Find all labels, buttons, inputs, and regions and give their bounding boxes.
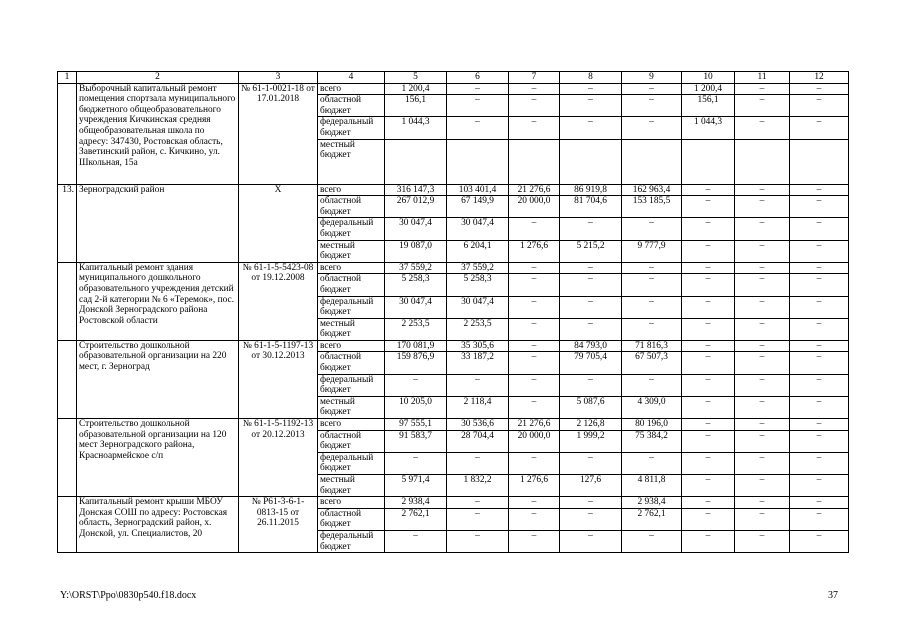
value-cell: 1 044,3 — [385, 117, 447, 139]
table-row — [58, 419, 849, 431]
value-cell: – — [790, 374, 849, 396]
value-cell: 127,6 — [560, 475, 622, 497]
value-cell: 103 401,4 — [447, 184, 509, 196]
budget-type: федеральный бюджет — [318, 530, 385, 552]
value-cell: – — [560, 318, 622, 340]
value-cell — [790, 139, 849, 184]
value-cell: 21 276,6 — [509, 184, 560, 196]
value-cell — [735, 139, 790, 184]
value-cell: – — [735, 184, 790, 196]
header-cell: 6 — [447, 72, 509, 84]
value-cell: 97 555,1 — [385, 419, 447, 431]
value-cell: – — [682, 240, 735, 262]
value-cell: – — [509, 452, 560, 474]
value-cell: – — [735, 340, 790, 352]
document-ref: № 61-1-0021-18 от 17.01.2018 — [239, 83, 318, 184]
value-cell: – — [622, 530, 682, 552]
value-cell: 1 200,4 — [385, 83, 447, 95]
value-cell: – — [560, 262, 622, 274]
value-cell: – — [682, 296, 735, 318]
header-cell: 11 — [735, 72, 790, 84]
value-cell: – — [682, 419, 735, 431]
value-cell: – — [735, 218, 790, 240]
value-cell: 316 147,3 — [385, 184, 447, 196]
value-cell: 30 536,6 — [447, 419, 509, 431]
value-cell: 37 559,2 — [447, 262, 509, 274]
value-cell: – — [790, 274, 849, 296]
value-cell: – — [790, 83, 849, 95]
value-cell: – — [560, 452, 622, 474]
budget-type: областной бюджет — [318, 508, 385, 530]
value-cell: 4 811,8 — [622, 475, 682, 497]
value-cell: – — [790, 452, 849, 474]
value-cell: – — [509, 274, 560, 296]
value-cell: – — [790, 419, 849, 431]
value-cell: – — [509, 508, 560, 530]
value-cell: – — [682, 340, 735, 352]
table-row — [58, 262, 849, 274]
value-cell: – — [447, 83, 509, 95]
value-cell: – — [682, 274, 735, 296]
value-cell: – — [790, 430, 849, 452]
value-cell: – — [622, 274, 682, 296]
value-cell: 5 258,3 — [385, 274, 447, 296]
budget-type: всего — [318, 262, 385, 274]
value-cell — [560, 139, 622, 184]
value-cell: 5 215,2 — [560, 240, 622, 262]
value-cell: – — [735, 452, 790, 474]
value-cell — [622, 139, 682, 184]
budget-type: областной бюджет — [318, 430, 385, 452]
object-name: Капитальный ремонт здания муниципального дошкольного образовательного учреждения детский сад 2-й категории № 6 «Теремок», пос. Донской Зерноградского района Ростовской области — [77, 262, 239, 340]
value-cell: – — [682, 475, 735, 497]
value-cell: 80 196,0 — [622, 419, 682, 431]
value-cell: 5 258,3 — [447, 274, 509, 296]
value-cell: 1 044,3 — [682, 117, 735, 139]
value-cell: – — [682, 318, 735, 340]
value-cell: 159 876,9 — [385, 352, 447, 374]
value-cell: – — [447, 497, 509, 509]
budget-type: местный бюджет — [318, 240, 385, 262]
value-cell: – — [622, 452, 682, 474]
value-cell: 81 704,6 — [560, 196, 622, 218]
value-cell: – — [735, 352, 790, 374]
value-cell: – — [622, 296, 682, 318]
value-cell: – — [682, 452, 735, 474]
value-cell: – — [509, 218, 560, 240]
budget-type: местный бюджет — [318, 475, 385, 497]
value-cell: – — [735, 419, 790, 431]
budget-type: всего — [318, 340, 385, 352]
value-cell: – — [790, 352, 849, 374]
value-cell: – — [509, 117, 560, 139]
document-ref: № 61-1-5-5423-08 от 19.12.2008 — [239, 262, 318, 340]
value-cell: – — [509, 83, 560, 95]
value-cell: – — [682, 218, 735, 240]
header-row — [58, 72, 849, 84]
value-cell: 2 253,5 — [385, 318, 447, 340]
value-cell: – — [735, 274, 790, 296]
budget-type: местный бюджет — [318, 318, 385, 340]
value-cell: – — [790, 318, 849, 340]
footer-file-path: Y:\ORST\Ppo\0830p540.f18.docx — [60, 590, 197, 601]
value-cell: 1 276,6 — [509, 240, 560, 262]
table-row — [58, 83, 849, 95]
value-cell: 71 816,3 — [622, 340, 682, 352]
value-cell: 33 187,2 — [447, 352, 509, 374]
value-cell: – — [735, 240, 790, 262]
value-cell: – — [682, 352, 735, 374]
budget-type: всего — [318, 184, 385, 196]
budget-type: областной бюджет — [318, 196, 385, 218]
value-cell: – — [509, 374, 560, 396]
value-cell: 67 507,3 — [622, 352, 682, 374]
value-cell: 30 047,4 — [447, 296, 509, 318]
value-cell: – — [790, 117, 849, 139]
value-cell: – — [790, 508, 849, 530]
value-cell — [385, 139, 447, 184]
value-cell: – — [560, 117, 622, 139]
value-cell: – — [682, 396, 735, 418]
value-cell: 79 705,4 — [560, 352, 622, 374]
value-cell: – — [622, 117, 682, 139]
value-cell: 75 384,2 — [622, 430, 682, 452]
value-cell: – — [622, 218, 682, 240]
value-cell: – — [682, 430, 735, 452]
value-cell: – — [560, 530, 622, 552]
value-cell: 6 204,1 — [447, 240, 509, 262]
table-row — [58, 497, 849, 509]
value-cell: 10 205,0 — [385, 396, 447, 418]
value-cell: – — [735, 83, 790, 95]
value-cell: – — [735, 262, 790, 274]
value-cell: 30 047,4 — [385, 296, 447, 318]
value-cell: 1 200,4 — [682, 83, 735, 95]
value-cell: – — [790, 475, 849, 497]
object-name: Строительство дошкольной образовательной организации на 220 мест, г. Зерноград — [77, 340, 239, 418]
budget-type: местный бюджет — [318, 139, 385, 184]
row-number — [58, 262, 77, 340]
value-cell — [682, 139, 735, 184]
value-cell: – — [735, 396, 790, 418]
budget-type: всего — [318, 419, 385, 431]
value-cell: 28 704,4 — [447, 430, 509, 452]
value-cell: – — [447, 452, 509, 474]
document-ref: Х — [239, 184, 318, 262]
row-number: 13. — [58, 184, 77, 262]
value-cell: – — [790, 530, 849, 552]
value-cell: – — [622, 95, 682, 117]
value-cell: – — [790, 184, 849, 196]
value-cell: – — [622, 83, 682, 95]
header-cell: 3 — [239, 72, 318, 84]
value-cell: – — [622, 262, 682, 274]
value-cell: 267 012,9 — [385, 196, 447, 218]
value-cell: 20 000,0 — [509, 430, 560, 452]
value-cell: – — [682, 184, 735, 196]
row-number — [58, 340, 77, 418]
value-cell: – — [560, 296, 622, 318]
budget-type: областной бюджет — [318, 274, 385, 296]
value-cell: – — [790, 296, 849, 318]
budget-type: федеральный бюджет — [318, 117, 385, 139]
value-cell: – — [509, 340, 560, 352]
document-ref: № 61-1-5-1192-13 от 20.12.2013 — [239, 419, 318, 497]
budget-type: федеральный бюджет — [318, 452, 385, 474]
value-cell: – — [735, 530, 790, 552]
value-cell: – — [735, 95, 790, 117]
value-cell: 2 938,4 — [622, 497, 682, 509]
value-cell: – — [735, 430, 790, 452]
value-cell: – — [622, 374, 682, 396]
header-cell: 5 — [385, 72, 447, 84]
value-cell: – — [560, 83, 622, 95]
value-cell: 2 118,4 — [447, 396, 509, 418]
value-cell: – — [560, 274, 622, 296]
value-cell: 2 126,8 — [560, 419, 622, 431]
value-cell: – — [447, 530, 509, 552]
value-cell: – — [385, 374, 447, 396]
value-cell: 170 081,9 — [385, 340, 447, 352]
document-ref: № 61-1-5-1197-13 от 30.12.2013 — [239, 340, 318, 418]
value-cell: – — [560, 508, 622, 530]
value-cell: – — [735, 117, 790, 139]
value-cell: – — [790, 95, 849, 117]
value-cell: – — [790, 218, 849, 240]
value-cell: – — [509, 352, 560, 374]
value-cell: – — [622, 318, 682, 340]
budget-table — [57, 71, 849, 553]
budget-type: федеральный бюджет — [318, 218, 385, 240]
page-number: 37 — [828, 590, 838, 601]
header-cell: 10 — [682, 72, 735, 84]
value-cell: – — [509, 530, 560, 552]
value-cell: 156,1 — [682, 95, 735, 117]
value-cell: 1 999,2 — [560, 430, 622, 452]
value-cell: – — [790, 340, 849, 352]
value-cell: – — [735, 196, 790, 218]
document-ref: № Р61-3-6-1-0813-15 от 26.11.2015 — [239, 497, 318, 553]
value-cell: 20 000,0 — [509, 196, 560, 218]
value-cell: 156,1 — [385, 95, 447, 117]
budget-type: федеральный бюджет — [318, 374, 385, 396]
row-number — [58, 83, 77, 184]
value-cell: – — [790, 396, 849, 418]
value-cell: 2 938,4 — [385, 497, 447, 509]
table-row — [58, 340, 849, 352]
value-cell: – — [385, 452, 447, 474]
budget-type: всего — [318, 497, 385, 509]
value-cell: – — [790, 240, 849, 262]
header-cell: 12 — [790, 72, 849, 84]
value-cell: – — [735, 318, 790, 340]
value-cell: 30 047,4 — [385, 218, 447, 240]
table-row — [58, 184, 849, 196]
header-cell: 2 — [77, 72, 239, 84]
value-cell: 91 583,7 — [385, 430, 447, 452]
value-cell: – — [790, 497, 849, 509]
value-cell: 21 276,6 — [509, 419, 560, 431]
value-cell: – — [735, 374, 790, 396]
value-cell: – — [509, 497, 560, 509]
budget-type: областной бюджет — [318, 95, 385, 117]
value-cell: – — [385, 530, 447, 552]
value-cell: – — [790, 196, 849, 218]
value-cell: 5 971,4 — [385, 475, 447, 497]
value-cell: 1 832,2 — [447, 475, 509, 497]
value-cell: 1 276,6 — [509, 475, 560, 497]
value-cell: – — [560, 374, 622, 396]
budget-type: местный бюджет — [318, 396, 385, 418]
object-name: Выборочный капитальный ремонт помещения спортзала муниципального бюджетного общеобразовательного учреждения Кичкинская средняя общеобразовательная школа по адресу: 347430, Ростовская область, Заветинский район, с. Кичкино, ул. Школьная, 15а — [77, 83, 239, 184]
value-cell: 162 963,4 — [622, 184, 682, 196]
value-cell: – — [682, 196, 735, 218]
value-cell: – — [560, 218, 622, 240]
header-cell: 1 — [58, 72, 77, 84]
value-cell: 67 149,9 — [447, 196, 509, 218]
header-cell: 9 — [622, 72, 682, 84]
value-cell: 2 762,1 — [622, 508, 682, 530]
value-cell: – — [447, 508, 509, 530]
header-cell: 4 — [318, 72, 385, 84]
value-cell: – — [447, 95, 509, 117]
value-cell: 35 305,6 — [447, 340, 509, 352]
value-cell: 4 309,0 — [622, 396, 682, 418]
value-cell: – — [735, 296, 790, 318]
row-number — [58, 419, 77, 497]
value-cell: – — [735, 508, 790, 530]
value-cell: – — [682, 508, 735, 530]
value-cell: 37 559,2 — [385, 262, 447, 274]
value-cell: 153 185,5 — [622, 196, 682, 218]
value-cell: – — [560, 95, 622, 117]
value-cell: – — [560, 497, 622, 509]
value-cell: – — [682, 262, 735, 274]
value-cell: 86 919,8 — [560, 184, 622, 196]
value-cell: – — [509, 262, 560, 274]
object-name: Зерноградский район — [77, 184, 239, 262]
value-cell: – — [790, 262, 849, 274]
value-cell: 84 793,0 — [560, 340, 622, 352]
value-cell: – — [509, 95, 560, 117]
object-name: Капитальный ремонт крыши МБОУ Донская СОШ по адресу: Ростовская область, Зерноградский район, х. Донской, ул. Специалистов, 20 — [77, 497, 239, 553]
row-number — [58, 497, 77, 553]
budget-type: областной бюджет — [318, 352, 385, 374]
value-cell: – — [682, 530, 735, 552]
value-cell: – — [509, 296, 560, 318]
value-cell: 2 253,5 — [447, 318, 509, 340]
header-cell: 7 — [509, 72, 560, 84]
object-name: Строительство дошкольной образовательной организации на 120 мест Зерноградского района, Красноармейское с/п — [77, 419, 239, 497]
value-cell: – — [509, 318, 560, 340]
value-cell: – — [735, 475, 790, 497]
value-cell: 2 762,1 — [385, 508, 447, 530]
value-cell: 19 087,0 — [385, 240, 447, 262]
value-cell: – — [735, 497, 790, 509]
header-cell: 8 — [560, 72, 622, 84]
value-cell: – — [509, 396, 560, 418]
value-cell: – — [447, 374, 509, 396]
value-cell: – — [447, 117, 509, 139]
value-cell: 30 047,4 — [447, 218, 509, 240]
budget-type: всего — [318, 83, 385, 95]
value-cell: – — [682, 374, 735, 396]
value-cell — [509, 139, 560, 184]
budget-type: федеральный бюджет — [318, 296, 385, 318]
value-cell: – — [682, 497, 735, 509]
value-cell: 5 087,6 — [560, 396, 622, 418]
value-cell — [447, 139, 509, 184]
value-cell: 9 777,9 — [622, 240, 682, 262]
